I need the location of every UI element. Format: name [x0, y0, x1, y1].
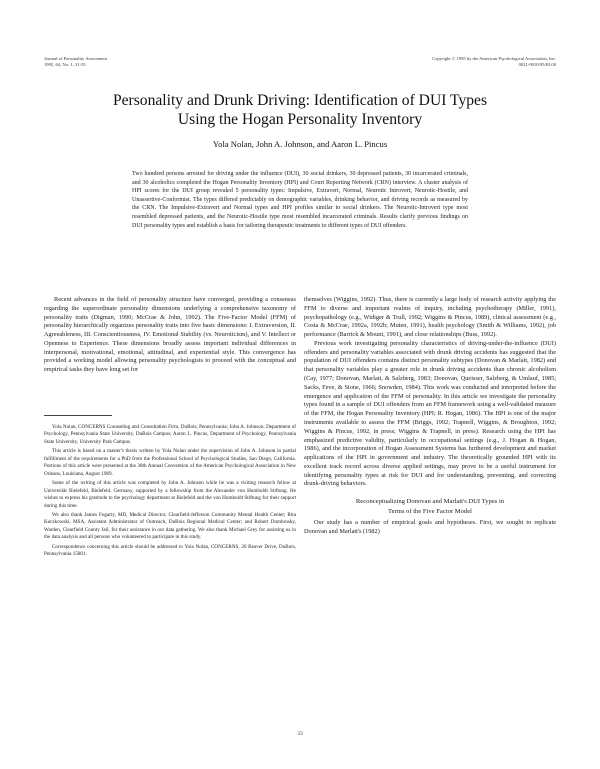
footnote-acknowledgments: We also thank James Fogarty, MD, Medical Director, Clearfield-Jefferson Community Mental Health Center; Rita Kaczkowski, MSA, Assistant Administrator of Outreach, DuBois Regional Medical Center; and Robert Dombrosky, Warden, Clearfield County Jail, for their assistance in our data gathering. We also thank Michael Grey for assisting us in the data analysis and all persons who volunteered to participate in this study.	[44, 512, 296, 541]
title-line-1: Personality and Drunk Driving: Identification of DUI Types	[112, 92, 488, 109]
right-column	[304, 296, 556, 537]
body-paragraph: Our study has a number of empirical goals and hypotheses. First, we sought to replicate Donovan and Marlatt's (1982)	[304, 519, 556, 535]
left-column	[44, 296, 296, 561]
body-paragraph: Recent advances in the field of personality structure have converged, providing a consensus regarding the superordinate personality dimensions underlying a comprehensive taxonomy of personality traits (Digman, 1990; McCrae & John, 1992). The Five-Factor Model (FFM) of personality hierarchically organizes personality traits into five basic dimensions: I. Extraversion, II. Agreeableness, III. Conscientiousness, IV. Emotional Stability (vs. Neuroticism), and V. Intellect or Openness to Experience. These dimensions broadly assess important individual differences in interpersonal, motivational, emotional, attitudinal, and experiential style. This convergence has provided a working model allowing personality psychologists to proceed with the conceptual and empirical tasks they have long set for	[44, 296, 296, 374]
footnote-divider	[44, 415, 112, 416]
body-paragraph: themselves (Wiggins, 1992). Thus, there is currently a large body of research activity applying the FFM to diverse and important realms of inquiry, including psychotherapy (Miller, 1991), psychopathology (e.g., Widiger & Trull, 1992; Wiggins & Pincus, 1989), clinical assessment (e.g., Costa & McCrae, 1992a, 1992b; Muten, 1991), health psychology (Smith & Williams, 1992), job performance (Barrick & Mount, 1991), and close relationships (Buss, 1992).	[304, 296, 556, 339]
footnote-affiliations: Yola Nolan, CONCERNS Counseling and Consultation Firm, DuBois, Pennsylvania; John A. Johnson, Department of Psychology, Pennsylvania State University, DuBois Campus; Aaron L. Pincus, Department of Psychology, Pennsylvania State University, University Park Campus.	[44, 424, 296, 445]
section-heading	[304, 497, 556, 516]
journal-volume: 1995, 64, No. 1, 31-55	[44, 62, 86, 67]
article-title	[60, 91, 540, 129]
abstract: Two hundred persons arrested for driving under the influence (DUI), 30 social drinkers, 30 depressed patients, 30 incarcerated criminals, and 30 alcoholics completed the Hogan Personality Inventory (HPI) and Court Reporting Network (CRN) interview. A cluster analysis of HPI scores for the DUI group revealed 5 personality types: Impulsive, Extravert, Normal, Neurotic Introvert, Neurotic-Hostile, and Unassertive-Conformist. The types differed predictably on demographic variables, drinking behavior, and driving records as measured by the CRN. The Impulsive-Extravert and Normal types and HPI profiles similar to social drinkers. The Neurotic-Introvert type most resembled depressed patients, and the Neurotic-Hostile type most resembled incarcerated criminals. Results clarify previous findings on DUI personality types and establish a basis for tailoring therapeutic treatments to different types of DUI offenders.	[132, 171, 468, 229]
footnote-thesis: This article is based on a master's thesis written by Yola Nolan under the supervision of John A. Johnson in partial fulfillment of the requirements for a PhD from the Professional School of Psychological Studies, San Diego, California. Portions of this article were presented at the 38th Annual Convention of the American Psychological Association in New Orleans, Louisiana, August 1989.	[44, 448, 296, 477]
page-number: 33	[297, 731, 303, 737]
author-note	[44, 424, 296, 559]
copyright-notice: Copyright © 1995 by the American Psychological Association, Inc.	[432, 56, 556, 61]
body-paragraph: Previous work investigating personality characteristics of driving-under-the-influence (DUI) offenders and personality variables associated with drunk driving accidents has suggested that the population of DUI offenders contains distinct personality subtypes (Donovan & Marlatt, 1982) and that personality variables play a greater role in drunk driving accidents than chronic alcoholism (Cay, 1977; Donovan, Marlatt, & Salzberg, 1983; Donovan, Queisser, Salzberg, & Umlauf, 1985; Sacks, Feve, & Stone, 1966; Snowden, 1984). This work was conducted and interpreted before the emergence and application of the FFM of personality. In this article we investigate the personality types found in a sample of DUI offenders from an FFM framework using a well-validated measure of the FFM, the Hogan Personality Inventory (HPI; R. Hogan, 1986). The HPI is one of the major instruments available to assess the FFM (Briggs, 1992; Trapnell, Wiggins, & Broughton, 1992; Wiggins & Pincus, 1992, in press; Wiggins & Trapnell, in press). Research using the HPI has emphasized predictive validity, particularly in occupational settings (e.g., J. Hogan & Hogan, 1986), and the incorporation of Hogan Assessment Systems has furthered development and market applications of the HPI in government and industry. The theoretically grounded HPI with its excellent track record across diverse applied settings, may prove to be a useful instrument for identifying personality types at risk for DUI and for understanding, preventing, and correcting drunk-driving behaviors.	[304, 339, 556, 488]
section-heading-line-1: Reconceptualizing Donovan and Marlatt's DUI Types in	[355, 498, 505, 506]
running-head-journal	[44, 56, 107, 68]
section-heading-line-2: Terms of the Five Factor Model	[388, 507, 472, 515]
author-list: Yola Nolan, John A. Johnson, and Aaron L. Pincus	[212, 139, 388, 149]
journal-name: Journal of Personality Assessment	[44, 56, 107, 61]
footnote-correspondence: Correspondence concerning this article should be addressed to Yola Nolan, CONCERNS, 20 Beaver Drive, DuBois, Pennsylvania 15801.	[44, 543, 296, 558]
title-line-2: Using the Hogan Personality Inventory	[177, 111, 423, 128]
running-head-copyright	[432, 56, 556, 68]
issn-code: 0021-9010/95/$3.00	[518, 62, 556, 67]
footnote-fellowship: Some of the writing of this article was completed by John A. Johnson while he was a visiting research fellow at Universität Bielefeld, Bielefeld, Germany, supported by a fellowship from the Alexander von Humboldt Stiftung. He wishes to express his gratitude to the psychology department at Bielefeld and the von Humboldt Stiftung for their support during this time.	[44, 480, 296, 509]
